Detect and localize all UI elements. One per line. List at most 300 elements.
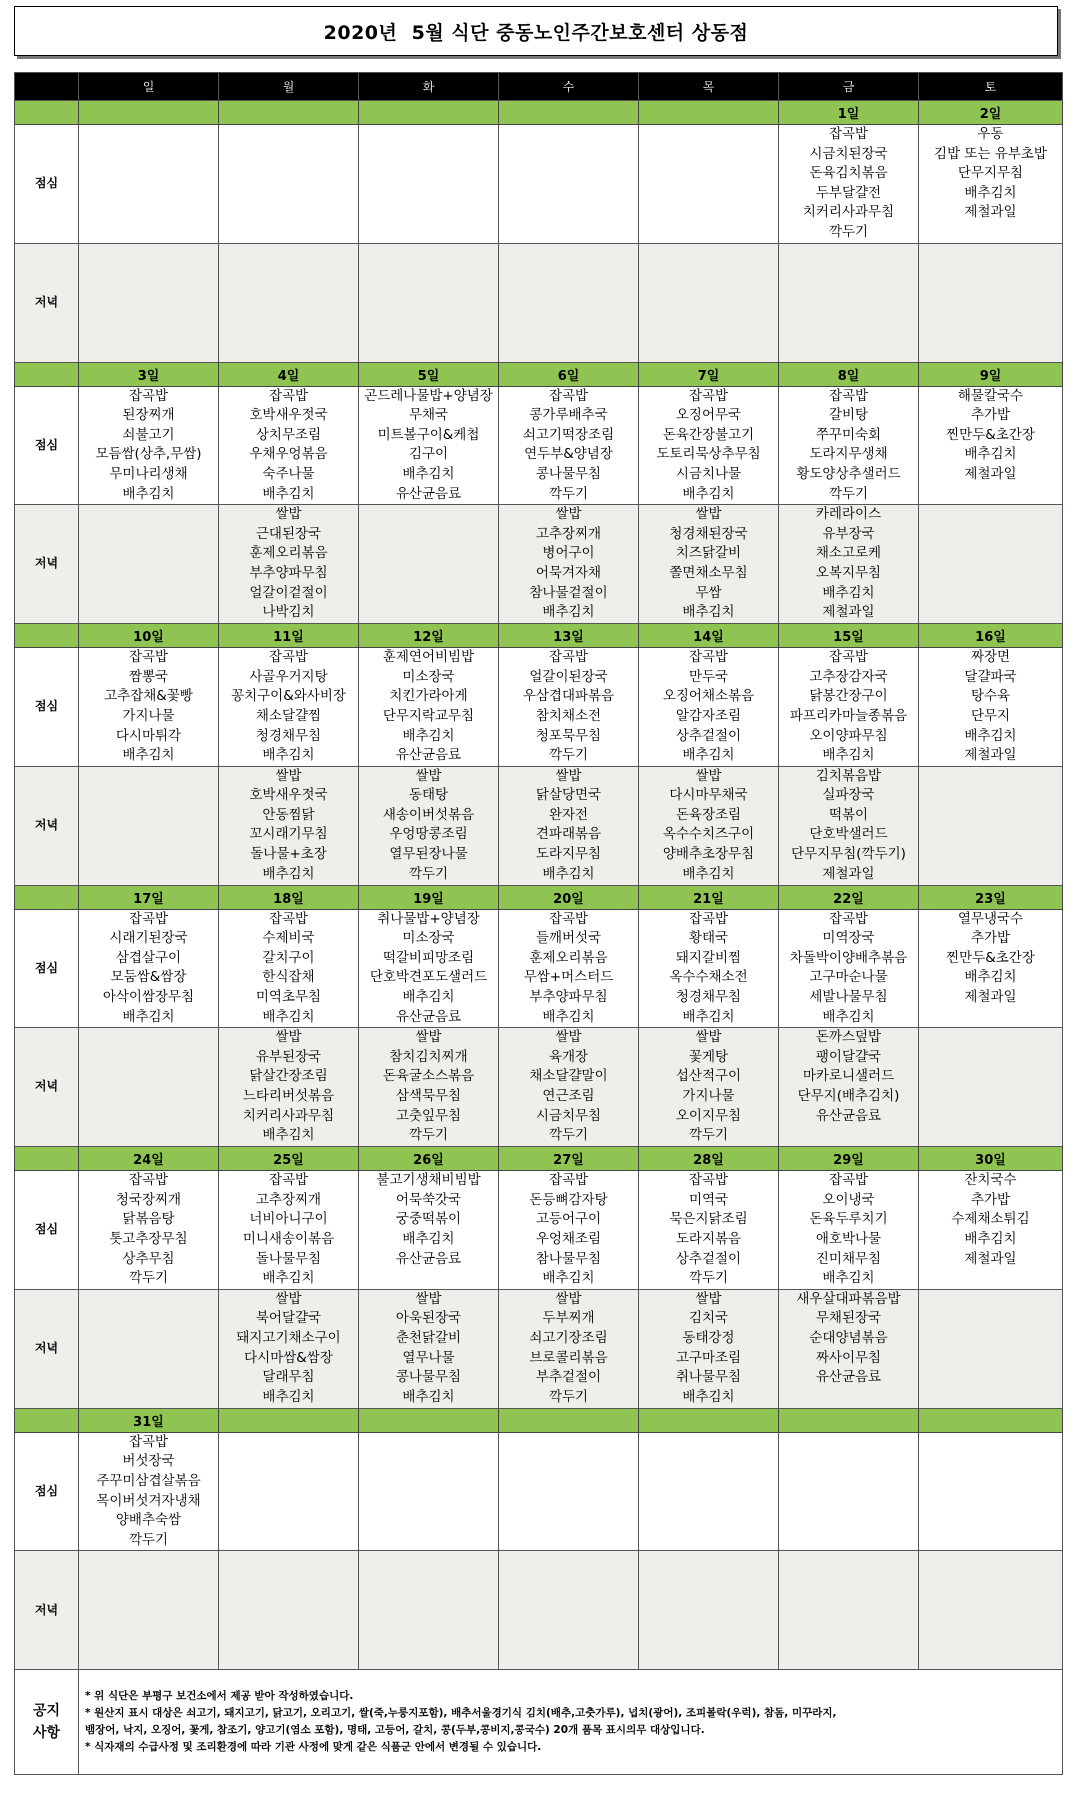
lunch-cell-fri [779, 386, 919, 505]
date-cell-mon [219, 1408, 359, 1432]
menu-item: 고추장찌개 [255, 1191, 322, 1208]
menu-item: 단호박견포도샐러드 [369, 969, 488, 986]
lunch-cell-fri [779, 1432, 919, 1551]
menu-item: 도토리묵상추무침 [656, 446, 761, 463]
notice-label-top: 공지 [32, 1703, 61, 1720]
lunch-cell-wed [499, 909, 639, 1028]
menu-item: 가지나물 [122, 707, 175, 724]
header-corner [15, 73, 79, 101]
dinner-row [15, 766, 1063, 885]
menu-item: 돈육굴소스볶음 [382, 1068, 475, 1085]
menu-item: 세발나물무침 [809, 989, 888, 1006]
dinner-cell-sun [79, 243, 219, 362]
menu-item: 배추김치 [262, 1127, 315, 1144]
date-cell-wed [499, 101, 639, 125]
menu-item: 춘천닭갈비 [395, 1330, 462, 1346]
menu-item: 부추겉절이 [535, 1369, 602, 1386]
menu-item: 안동찜닭 [262, 806, 315, 823]
lunch-cell-tue [359, 1171, 499, 1290]
date-cell-fri: 1일 [779, 101, 919, 125]
menu-item: 단무지 [970, 707, 1011, 724]
menu-item: 잡곡밥 [828, 1172, 869, 1189]
menu-item: 배추김치 [262, 1008, 315, 1025]
menu-item: 진미채무침 [815, 1250, 882, 1267]
lunch-cell-mon [219, 648, 359, 767]
menu-item: 가지나물 [682, 1088, 735, 1105]
menu-item: 쌀밥 [695, 506, 722, 523]
menu-item: 상추겉절이 [675, 1250, 742, 1267]
lunch-cell-thu [639, 1432, 779, 1551]
menu-item: 고추잡채&꽃빵 [104, 688, 193, 705]
dinner-cell-mon [219, 243, 359, 362]
dinner-cell-fri [779, 1551, 919, 1670]
menu-item: 잡곡밥 [548, 1172, 589, 1189]
dinner-row [15, 1289, 1063, 1408]
dinner-cell-wed [499, 766, 639, 885]
lunch-cell-thu [639, 125, 779, 244]
menu-item: 옥수수채소전 [669, 969, 748, 986]
notice-line: * 식자재의 수급사정 및 조리환경에 따라 기관 사정에 맞게 같은 식품군 안에서 변경될 수 있습니다. [85, 1741, 542, 1754]
menu-item: 알감자조림 [675, 707, 742, 724]
dinner-label: 저녁 [15, 243, 79, 362]
date-cell-fri [779, 1408, 919, 1432]
lunch-cell-wed [499, 1432, 639, 1551]
menu-item: 돈육장조림 [675, 806, 742, 823]
dinner-cell-sun [79, 505, 219, 624]
menu-item: 쌀밥 [415, 1290, 442, 1307]
menu-item: 쌀밥 [555, 1029, 582, 1046]
menu-item: 유산균음료 [815, 1107, 882, 1124]
menu-item: 깍두기 [548, 485, 589, 502]
menu-item: 유산균음료 [815, 1369, 882, 1386]
dinner-cell-tue [359, 1551, 499, 1670]
menu-item: 잡곡밥 [548, 910, 589, 927]
menu-item: 배추김치 [402, 727, 455, 744]
menu-item: 잡곡밥 [688, 1172, 729, 1189]
menu-item: 우채우엉볶음 [249, 446, 328, 463]
date-cell-sun: 10일 [79, 624, 219, 648]
date-cell-sun [79, 101, 219, 125]
lunch-cell-thu [639, 909, 779, 1028]
lunch-cell-fri [779, 1171, 919, 1290]
menu-item: 치킨가라아게 [389, 688, 468, 705]
lunch-cell-sat [919, 125, 1063, 244]
menu-item: 연두부&양념장 [524, 446, 613, 463]
lunch-cell-mon [219, 386, 359, 505]
menu-item: 치커리사과무침 [802, 204, 895, 221]
menu-item: 쌀밥 [695, 1029, 722, 1046]
date-cell-fri: 22일 [779, 885, 919, 909]
menu-item: 잡곡밥 [688, 387, 729, 404]
menu-item: 완자전 [548, 806, 589, 823]
dinner-cell-wed [499, 1289, 639, 1408]
menu-item: 도라지볶음 [675, 1231, 742, 1248]
date-cell-sun: 17일 [79, 885, 219, 909]
menu-item: 잡곡밥 [128, 1172, 169, 1189]
menu-item: 참나물겉절이 [529, 584, 608, 601]
date-row-label [15, 1408, 79, 1432]
date-cell-thu: 7일 [639, 362, 779, 386]
lunch-label: 점심 [15, 125, 79, 244]
date-row-label [15, 362, 79, 386]
dinner-cell-mon [219, 766, 359, 885]
dow-sun: 일 [79, 73, 219, 101]
dinner-cell-tue [359, 1289, 499, 1408]
menu-item: 근대된장국 [255, 525, 322, 542]
menu-item: 삼색묵무침 [395, 1088, 462, 1105]
menu-item: 배추김치 [964, 969, 1017, 986]
menu-item: 배추김치 [542, 1008, 595, 1025]
menu-item: 쌀밥 [275, 506, 302, 523]
menu-item: 미역초무침 [255, 989, 322, 1006]
menu-item: 유산균음료 [395, 1008, 462, 1025]
menu-item: 돈등뼈감자탕 [529, 1191, 608, 1208]
menu-item: 찐만두&초간장 [946, 426, 1035, 443]
menu-item: 우동 [977, 126, 1004, 142]
menu-table [14, 72, 1063, 1775]
menu-item: 유산균음료 [395, 1250, 462, 1267]
menu-item: 청경채무침 [255, 727, 322, 744]
dinner-cell-tue [359, 243, 499, 362]
menu-item: 깍두기 [828, 223, 869, 240]
menu-item: 팽이달걀국 [815, 1048, 882, 1065]
menu-item: 배추김치 [542, 1270, 595, 1287]
lunch-cell-fri [779, 648, 919, 767]
menu-item: 톳고추장무침 [109, 1231, 188, 1248]
menu-item: 느타리버섯볶음 [242, 1088, 335, 1105]
menu-item: 쌀밥 [555, 767, 582, 784]
dinner-label: 저녁 [15, 1551, 79, 1670]
menu-item: 동태강정 [682, 1330, 735, 1346]
menu-item: 실파장국 [822, 787, 875, 804]
menu-item: 쌀밥 [415, 1029, 442, 1046]
lunch-cell-sun [79, 909, 219, 1028]
menu-item: 달래무침 [262, 1369, 315, 1386]
menu-item: 단무지무침 [957, 165, 1024, 182]
menu-item: 다시마쌈&쌈장 [244, 1349, 333, 1366]
menu-item: 제철과일 [822, 865, 875, 882]
week-date-row [15, 101, 1063, 125]
menu-item: 오이지무침 [675, 1107, 742, 1124]
date-cell-tue: 26일 [359, 1147, 499, 1171]
menu-item: 탕수육 [970, 688, 1011, 705]
lunch-cell-mon [219, 1171, 359, 1290]
dinner-cell-wed [499, 1551, 639, 1670]
menu-item: 배추김치 [822, 1008, 875, 1025]
date-row-label [15, 885, 79, 909]
menu-item: 한식잡채 [262, 969, 315, 986]
dinner-label: 저녁 [15, 1289, 79, 1408]
menu-item: 훈제오리볶음 [249, 545, 328, 562]
dinner-cell-tue [359, 1028, 499, 1147]
menu-item: 채소달걀찜 [255, 707, 322, 724]
lunch-cell-tue [359, 386, 499, 505]
menu-item: 삼겹살구이 [115, 949, 182, 966]
menu-item: 육개장 [548, 1048, 589, 1065]
menu-item: 다시마무채국 [669, 787, 748, 804]
dow-mon: 월 [219, 73, 359, 101]
dinner-cell-thu [639, 766, 779, 885]
menu-item: 단무지무침(깍두기) [791, 846, 906, 863]
menu-item: 옥수수치즈구이 [662, 826, 755, 843]
lunch-cell-sun [79, 386, 219, 505]
dow-fri: 금 [779, 73, 919, 101]
menu-item: 고추장찌개 [535, 525, 602, 542]
dinner-cell-sat [919, 1551, 1063, 1670]
menu-item: 미소장국 [402, 930, 455, 947]
menu-item: 깍두기 [688, 1270, 729, 1287]
menu-item: 배추김치 [542, 865, 595, 882]
lunch-cell-fri [779, 909, 919, 1028]
menu-item: 양배추숙쌈 [115, 1512, 182, 1529]
menu-item: 새송이버섯볶음 [382, 806, 475, 823]
week-date-row [15, 885, 1063, 909]
menu-item: 우엉땅콩조림 [389, 826, 468, 843]
menu-item: 얼갈이겉절이 [249, 584, 328, 601]
menu-item: 우삼겹대파볶음 [522, 688, 615, 705]
menu-item: 어묵겨자채 [535, 564, 602, 581]
date-cell-fri: 29일 [779, 1147, 919, 1171]
menu-item: 쫄면채소무침 [669, 564, 748, 581]
menu-item: 버섯장국 [122, 1453, 175, 1470]
menu-item: 짬뽕국 [128, 668, 169, 685]
date-cell-sat: 30일 [919, 1147, 1063, 1171]
notice-label [15, 1670, 79, 1775]
menu-item: 잡곡밥 [268, 910, 309, 927]
lunch-row [15, 386, 1063, 505]
menu-item: 훈제오리볶음 [529, 949, 608, 966]
date-cell-sun: 24일 [79, 1147, 219, 1171]
menu-item: 잡곡밥 [128, 910, 169, 927]
menu-item: 다시마튀각 [115, 727, 182, 744]
menu-item: 잡곡밥 [268, 1172, 309, 1189]
menu-item: 깍두기 [408, 1127, 449, 1144]
menu-item: 추가밥 [970, 1191, 1011, 1208]
lunch-label: 점심 [15, 386, 79, 505]
menu-item: 무쌈 [695, 584, 722, 601]
menu-item: 돈육간장불고기 [662, 426, 755, 443]
dinner-cell-sun [79, 766, 219, 885]
dow-tue: 화 [359, 73, 499, 101]
date-cell-tue: 5일 [359, 362, 499, 386]
menu-item: 나박김치 [262, 604, 315, 621]
menu-item: 잡곡밥 [688, 649, 729, 666]
menu-item: 수제비국 [262, 930, 315, 947]
dinner-cell-thu [639, 505, 779, 624]
menu-item: 오이냉국 [822, 1191, 875, 1208]
menu-item: 브로콜리볶음 [529, 1349, 608, 1366]
menu-item: 곤드레나물밥+양념장 [364, 387, 493, 404]
lunch-label: 점심 [15, 1432, 79, 1551]
menu-item: 배추김치 [682, 865, 735, 882]
menu-item: 북어달걀국 [255, 1310, 322, 1327]
lunch-label: 점심 [15, 648, 79, 767]
menu-item: 제철과일 [822, 604, 875, 621]
menu-item: 취나물밥+양념장 [377, 910, 480, 927]
lunch-row [15, 1171, 1063, 1290]
menu-item: 콩가루배추국 [529, 407, 608, 424]
menu-item: 부추양파무침 [249, 564, 328, 581]
date-cell-sat: 9일 [919, 362, 1063, 386]
menu-item: 찐만두&초간장 [946, 949, 1035, 966]
dinner-cell-sat [919, 1289, 1063, 1408]
menu-item: 고등어구이 [535, 1211, 602, 1228]
date-cell-tue: 12일 [359, 624, 499, 648]
menu-item: 열무나물 [402, 1349, 455, 1366]
menu-item: 황태국 [688, 930, 729, 947]
menu-item: 불고기생채비빔밥 [376, 1172, 481, 1189]
menu-item: 배추김치 [682, 1388, 735, 1405]
lunch-cell-wed [499, 1171, 639, 1290]
dinner-cell-mon [219, 1551, 359, 1670]
menu-item: 잡곡밥 [828, 910, 869, 927]
lunch-cell-tue [359, 125, 499, 244]
menu-item: 제철과일 [964, 204, 1017, 221]
menu-item: 쌀밥 [555, 506, 582, 523]
menu-item: 잡곡밥 [128, 387, 169, 404]
date-cell-sun: 3일 [79, 362, 219, 386]
menu-item: 만두국 [688, 668, 729, 685]
date-row-label [15, 624, 79, 648]
dinner-row [15, 1028, 1063, 1147]
menu-item: 배추김치 [682, 604, 735, 621]
date-cell-sat [919, 1408, 1063, 1432]
menu-item: 새우살대파볶음밥 [796, 1290, 901, 1307]
menu-item: 제철과일 [964, 1250, 1017, 1267]
menu-item: 김밥 또는 유부초밥 [934, 145, 1047, 162]
menu-item: 쌀밥 [695, 1290, 722, 1307]
menu-item: 배추김치 [402, 465, 455, 482]
day-of-week-header [15, 73, 1063, 101]
menu-item: 닭살간장조림 [249, 1068, 328, 1085]
menu-item: 잡곡밥 [548, 387, 589, 404]
menu-item: 잡곡밥 [828, 126, 869, 142]
dinner-cell-mon [219, 505, 359, 624]
menu-item: 섭산적구이 [675, 1068, 742, 1085]
notice-row [15, 1670, 1063, 1775]
dinner-cell-fri [779, 1028, 919, 1147]
date-row-label [15, 101, 79, 125]
menu-item: 배추김치 [402, 989, 455, 1006]
menu-item: 모둠쌈&쌈장 [110, 969, 187, 986]
date-cell-thu: 14일 [639, 624, 779, 648]
menu-item: 견파래볶음 [535, 826, 602, 843]
menu-item: 애호박나물 [815, 1231, 882, 1248]
menu-item: 사골우거지탕 [249, 668, 328, 685]
menu-item: 미니새송이볶음 [242, 1231, 335, 1248]
lunch-cell-tue [359, 909, 499, 1028]
menu-item: 닭살당면국 [535, 787, 602, 804]
menu-item: 닭봉간장구이 [809, 688, 888, 705]
date-cell-wed: 27일 [499, 1147, 639, 1171]
menu-item: 상추겉절이 [675, 727, 742, 744]
menu-item: 배추김치 [964, 1231, 1017, 1248]
date-row-label [15, 1147, 79, 1171]
week-date-row [15, 1408, 1063, 1432]
page-title: 2020년 5월 식단 중동노인주간보호센터 상동점 [323, 21, 749, 44]
menu-item: 깍두기 [548, 747, 589, 764]
menu-item: 제철과일 [964, 465, 1017, 482]
menu-item: 병어구이 [542, 545, 595, 562]
menu-item: 수제채소튀김 [951, 1211, 1030, 1228]
menu-item: 배추김치 [822, 584, 875, 601]
dinner-cell-sat [919, 766, 1063, 885]
dinner-cell-fri [779, 766, 919, 885]
date-cell-mon: 18일 [219, 885, 359, 909]
lunch-row [15, 125, 1063, 244]
menu-item: 배추김치 [262, 1388, 315, 1405]
dow-wed: 수 [499, 73, 639, 101]
menu-item: 떡볶이 [828, 806, 869, 823]
menu-item: 오복지무침 [815, 564, 882, 581]
menu-item: 배추김치 [822, 747, 875, 764]
menu-item: 순대양념볶음 [809, 1330, 888, 1346]
dinner-cell-sun [79, 1289, 219, 1408]
menu-item: 닭볶음탕 [122, 1211, 175, 1228]
lunch-label: 점심 [15, 1171, 79, 1290]
menu-item: 배추김치 [822, 1270, 875, 1287]
menu-item: 깍두기 [828, 485, 869, 502]
menu-item: 도라지무침 [535, 846, 602, 863]
menu-item: 청경채무침 [675, 989, 742, 1006]
menu-item: 고구마순나물 [809, 969, 888, 986]
dinner-row [15, 1551, 1063, 1670]
menu-item: 잡곡밥 [128, 649, 169, 666]
menu-item: 콩나물무침 [535, 465, 602, 482]
date-cell-mon: 11일 [219, 624, 359, 648]
menu-item: 잡곡밥 [548, 649, 589, 666]
menu-item: 배추김치 [262, 865, 315, 882]
date-cell-sat: 16일 [919, 624, 1063, 648]
menu-item: 돌나물무침 [255, 1250, 322, 1267]
date-cell-mon [219, 101, 359, 125]
menu-item: 두부달걀전 [815, 184, 882, 201]
dinner-label: 저녁 [15, 505, 79, 624]
week-date-row [15, 624, 1063, 648]
notice-line: * 위 식단은 부평구 보건소에서 제공 받아 작성하였습니다. [85, 1690, 354, 1703]
menu-item: 깍두기 [128, 1270, 169, 1287]
menu-item: 참치김치찌개 [389, 1048, 468, 1065]
menu-item: 유산균음료 [395, 485, 462, 502]
dinner-cell-thu [639, 1551, 779, 1670]
menu-item: 어묵쑥갓국 [395, 1191, 462, 1208]
menu-item: 김구이 [408, 446, 449, 463]
menu-item: 제철과일 [964, 989, 1017, 1006]
date-cell-mon: 25일 [219, 1147, 359, 1171]
menu-item: 추가밥 [970, 407, 1011, 424]
menu-item: 시금치된장국 [809, 145, 888, 162]
menu-item: 청경채된장국 [669, 525, 748, 542]
menu-item: 부추양파무침 [529, 989, 608, 1006]
menu-item: 꼬시래기무침 [249, 826, 328, 843]
menu-item: 꽃게탕 [688, 1048, 729, 1065]
lunch-cell-mon [219, 1432, 359, 1551]
date-cell-wed: 6일 [499, 362, 639, 386]
dinner-label: 저녁 [15, 766, 79, 885]
menu-item: 아욱된장국 [395, 1310, 462, 1327]
lunch-cell-sun [79, 1432, 219, 1551]
menu-item: 시래기된장국 [109, 930, 188, 947]
menu-item: 열무된장나물 [389, 846, 468, 863]
dinner-cell-wed [499, 505, 639, 624]
menu-item: 청국장찌개 [115, 1191, 182, 1208]
dinner-label: 저녁 [15, 1028, 79, 1147]
menu-item: 취나물무침 [675, 1369, 742, 1386]
menu-item: 무채된장국 [815, 1310, 882, 1327]
dinner-cell-mon [219, 1028, 359, 1147]
dinner-row [15, 505, 1063, 624]
menu-item: 단무지락교무침 [382, 707, 475, 724]
